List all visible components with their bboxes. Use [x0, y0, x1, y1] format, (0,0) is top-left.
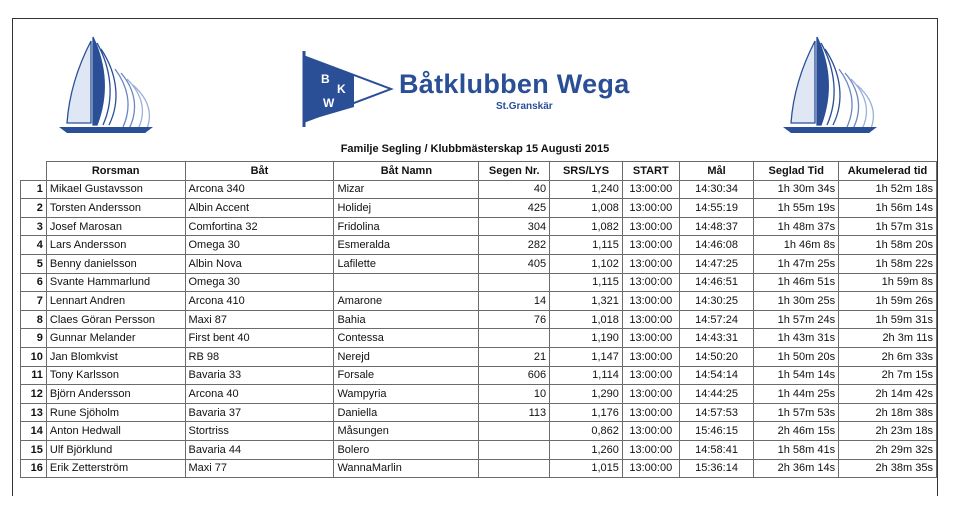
srs-lys-cell: 1,114: [550, 366, 623, 385]
bat-namn-cell: Wampyria: [334, 385, 479, 404]
segel-nr-cell: 425: [479, 199, 550, 218]
results-body: [21, 180, 937, 478]
bat-cell: Bavaria 37: [185, 403, 334, 422]
mal-cell: 14:50:20: [679, 347, 754, 366]
srs-lys-cell: 1,102: [550, 254, 623, 273]
start-cell: 13:00:00: [622, 199, 679, 218]
bat-namn-cell: Måsungen: [334, 422, 479, 441]
akumelerad-tid-cell: 1h 52m 18s: [839, 180, 937, 199]
rorsman-cell: Lennart Andren: [46, 292, 185, 311]
table-row: [21, 217, 937, 236]
seglad-tid-cell: 1h 30m 34s: [754, 180, 839, 199]
srs-lys-cell: 1,018: [550, 310, 623, 329]
seglad-tid-cell: 1h 57m 24s: [754, 310, 839, 329]
mal-cell: 14:30:34: [679, 180, 754, 199]
table-row: [21, 385, 937, 404]
bat-cell: Bavaria 44: [185, 440, 334, 459]
akumelerad-tid-cell: 1h 59m 26s: [839, 292, 937, 311]
rorsman-cell: Lars Andersson: [46, 236, 185, 255]
bat-cell: Bavaria 33: [185, 366, 334, 385]
srs-lys-cell: 1,008: [550, 199, 623, 218]
segel-nr-cell: 40: [479, 180, 550, 199]
mal-cell: 14:46:51: [679, 273, 754, 292]
segel-nr-cell: 14: [479, 292, 550, 311]
bat-namn-cell: Bahia: [334, 310, 479, 329]
start-cell: 13:00:00: [622, 329, 679, 348]
rorsman-cell: Claes Göran Persson: [46, 310, 185, 329]
bat-cell: Maxi 87: [185, 310, 334, 329]
col-header-start: START: [622, 162, 679, 181]
club-flag-logo: [299, 49, 394, 129]
table-row: [21, 329, 937, 348]
akumelerad-tid-cell: 2h 23m 18s: [839, 422, 937, 441]
rorsman-cell: Ulf Björklund: [46, 440, 185, 459]
start-cell: 13:00:00: [622, 347, 679, 366]
table-row: [21, 254, 937, 273]
bat-namn-cell: [334, 273, 479, 292]
table-row: [21, 422, 937, 441]
rorsman-cell: Gunnar Melander: [46, 329, 185, 348]
rank-cell: 16: [21, 459, 47, 478]
bat-namn-cell: Amarone: [334, 292, 479, 311]
mal-cell: 14:58:41: [679, 440, 754, 459]
mal-cell: 15:36:14: [679, 459, 754, 478]
bat-namn-cell: Bolero: [334, 440, 479, 459]
segel-nr-cell: 405: [479, 254, 550, 273]
bat-cell: Arcona 410: [185, 292, 334, 311]
bat-cell: Omega 30: [185, 236, 334, 255]
akumelerad-tid-cell: 2h 7m 15s: [839, 366, 937, 385]
bat-cell: Omega 30: [185, 273, 334, 292]
table-row: [21, 347, 937, 366]
rank-cell: 8: [21, 310, 47, 329]
rank-cell: 12: [21, 385, 47, 404]
col-header-rorsman: Rorsman: [46, 162, 185, 181]
srs-lys-cell: 1,115: [550, 273, 623, 292]
rank-cell: 11: [21, 366, 47, 385]
bat-namn-cell: Nerejd: [334, 347, 479, 366]
seglad-tid-cell: 2h 46m 15s: [754, 422, 839, 441]
segel-nr-cell: [479, 422, 550, 441]
bat-cell: RB 98: [185, 347, 334, 366]
srs-lys-cell: 1,015: [550, 459, 623, 478]
mal-cell: 14:54:14: [679, 366, 754, 385]
seglad-tid-cell: 1h 44m 25s: [754, 385, 839, 404]
start-cell: 13:00:00: [622, 385, 679, 404]
seglad-tid-cell: 1h 47m 25s: [754, 254, 839, 273]
rank-cell: 1: [21, 180, 47, 199]
akumelerad-tid-cell: 1h 59m 8s: [839, 273, 937, 292]
rorsman-cell: Tony Karlsson: [46, 366, 185, 385]
segel-nr-cell: [479, 440, 550, 459]
seglad-tid-cell: 1h 55m 19s: [754, 199, 839, 218]
rorsman-cell: Björn Andersson: [46, 385, 185, 404]
table-header-row: [21, 162, 937, 181]
table-row: [21, 403, 937, 422]
start-cell: 13:00:00: [622, 440, 679, 459]
col-header-bat: Båt: [185, 162, 334, 181]
table-row: [21, 292, 937, 311]
header: [13, 19, 937, 141]
rorsman-cell: Rune Sjöholm: [46, 403, 185, 422]
bat-cell: Arcona 40: [185, 385, 334, 404]
rorsman-cell: Mikael Gustavsson: [46, 180, 185, 199]
seglad-tid-cell: 1h 48m 37s: [754, 217, 839, 236]
mal-cell: 14:55:19: [679, 199, 754, 218]
akumelerad-tid-cell: 1h 57m 31s: [839, 217, 937, 236]
srs-lys-cell: 1,190: [550, 329, 623, 348]
segel-nr-cell: [479, 329, 550, 348]
rank-cell: 14: [21, 422, 47, 441]
flag-letter-k: K: [337, 82, 346, 96]
sailboat-logo-left: [53, 33, 173, 138]
akumelerad-tid-cell: 2h 3m 11s: [839, 329, 937, 348]
bat-namn-cell: Holidej: [334, 199, 479, 218]
seglad-tid-cell: 2h 36m 14s: [754, 459, 839, 478]
akumelerad-tid-cell: 2h 29m 32s: [839, 440, 937, 459]
srs-lys-cell: 1,147: [550, 347, 623, 366]
results-sheet: [12, 18, 938, 496]
rank-cell: 2: [21, 199, 47, 218]
akumelerad-tid-cell: 2h 38m 35s: [839, 459, 937, 478]
segel-nr-cell: [479, 459, 550, 478]
start-cell: 13:00:00: [622, 366, 679, 385]
mal-cell: 14:44:25: [679, 385, 754, 404]
mal-cell: 14:30:25: [679, 292, 754, 311]
club-location: St.Granskär: [496, 101, 553, 112]
rorsman-cell: Torsten Andersson: [46, 199, 185, 218]
segel-nr-cell: [479, 273, 550, 292]
srs-lys-cell: 1,321: [550, 292, 623, 311]
start-cell: 13:00:00: [622, 217, 679, 236]
bat-namn-cell: Daniella: [334, 403, 479, 422]
segel-nr-cell: 606: [479, 366, 550, 385]
segel-nr-cell: 10: [479, 385, 550, 404]
rorsman-cell: Anton Hedwall: [46, 422, 185, 441]
sailboat-logo-right: [777, 33, 897, 138]
bat-namn-cell: Esmeralda: [334, 236, 479, 255]
segel-nr-cell: 113: [479, 403, 550, 422]
mal-cell: 14:57:53: [679, 403, 754, 422]
results-table: [20, 161, 937, 478]
segel-nr-cell: 304: [479, 217, 550, 236]
seglad-tid-cell: 1h 46m 8s: [754, 236, 839, 255]
bat-cell: Stortriss: [185, 422, 334, 441]
mal-cell: 14:46:08: [679, 236, 754, 255]
seglad-tid-cell: 1h 57m 53s: [754, 403, 839, 422]
seglad-tid-cell: 1h 43m 31s: [754, 329, 839, 348]
mal-cell: 14:43:31: [679, 329, 754, 348]
seglad-tid-cell: 1h 46m 51s: [754, 273, 839, 292]
bat-namn-cell: Lafilette: [334, 254, 479, 273]
start-cell: 13:00:00: [622, 273, 679, 292]
start-cell: 13:00:00: [622, 422, 679, 441]
srs-lys-cell: 1,290: [550, 385, 623, 404]
akumelerad-tid-cell: 1h 56m 14s: [839, 199, 937, 218]
segel-nr-cell: 282: [479, 236, 550, 255]
seglad-tid-cell: 1h 30m 25s: [754, 292, 839, 311]
bat-namn-cell: Forsale: [334, 366, 479, 385]
col-header-seglad-tid: Seglad Tid: [754, 162, 839, 181]
rorsman-cell: Svante Hammarlund: [46, 273, 185, 292]
event-title: Familje Segling / Klubbmästerskap 15 Augusti 2015: [340, 143, 610, 155]
col-header-srs-lys: SRS/LYS: [550, 162, 623, 181]
flag-letter-w: W: [323, 96, 335, 110]
akumelerad-tid-cell: 1h 58m 22s: [839, 254, 937, 273]
srs-lys-cell: 0,862: [550, 422, 623, 441]
rank-cell: 7: [21, 292, 47, 311]
akumelerad-tid-cell: 1h 59m 31s: [839, 310, 937, 329]
col-header-segel-nr: Segen Nr.: [479, 162, 550, 181]
bat-cell: Arcona 340: [185, 180, 334, 199]
start-cell: 13:00:00: [622, 254, 679, 273]
table-row: [21, 366, 937, 385]
akumelerad-tid-cell: 2h 18m 38s: [839, 403, 937, 422]
start-cell: 13:00:00: [622, 236, 679, 255]
rank-cell: 5: [21, 254, 47, 273]
rank-cell: 10: [21, 347, 47, 366]
rorsman-cell: Erik Zetterström: [46, 459, 185, 478]
rank-cell: 15: [21, 440, 47, 459]
start-cell: 13:00:00: [622, 403, 679, 422]
col-header-mal: Mål: [679, 162, 754, 181]
mal-cell: 14:47:25: [679, 254, 754, 273]
col-header-akumelerad-tid: Akumelerad tid: [839, 162, 937, 181]
table-row: [21, 236, 937, 255]
start-cell: 13:00:00: [622, 292, 679, 311]
start-cell: 13:00:00: [622, 180, 679, 199]
bat-namn-cell: WannaMarlin: [334, 459, 479, 478]
bat-cell: Comfortina 32: [185, 217, 334, 236]
rorsman-cell: Benny danielsson: [46, 254, 185, 273]
bat-namn-cell: Fridolina: [334, 217, 479, 236]
table-row: [21, 273, 937, 292]
table-row: [21, 459, 937, 478]
rank-cell: 3: [21, 217, 47, 236]
bat-cell: Maxi 77: [185, 459, 334, 478]
table-row: [21, 440, 937, 459]
akumelerad-tid-cell: 2h 14m 42s: [839, 385, 937, 404]
akumelerad-tid-cell: 2h 6m 33s: [839, 347, 937, 366]
bat-namn-cell: Contessa: [334, 329, 479, 348]
srs-lys-cell: 1,082: [550, 217, 623, 236]
akumelerad-tid-cell: 1h 58m 20s: [839, 236, 937, 255]
srs-lys-cell: 1,176: [550, 403, 623, 422]
rank-cell: 9: [21, 329, 47, 348]
seglad-tid-cell: 1h 54m 14s: [754, 366, 839, 385]
segel-nr-cell: 21: [479, 347, 550, 366]
table-row: [21, 310, 937, 329]
srs-lys-cell: 1,260: [550, 440, 623, 459]
seglad-tid-cell: 1h 50m 20s: [754, 347, 839, 366]
bat-namn-cell: Mizar: [334, 180, 479, 199]
rank-cell: 4: [21, 236, 47, 255]
rorsman-cell: Josef Marosan: [46, 217, 185, 236]
srs-lys-cell: 1,240: [550, 180, 623, 199]
mal-cell: 14:57:24: [679, 310, 754, 329]
rank-cell: 6: [21, 273, 47, 292]
flag-letter-b: B: [321, 72, 330, 86]
bat-cell: Albin Nova: [185, 254, 334, 273]
segel-nr-cell: 76: [479, 310, 550, 329]
rank-cell: 13: [21, 403, 47, 422]
mal-cell: 15:46:15: [679, 422, 754, 441]
bat-cell: Albin Accent: [185, 199, 334, 218]
srs-lys-cell: 1,115: [550, 236, 623, 255]
rorsman-cell: Jan Blomkvist: [46, 347, 185, 366]
start-cell: 13:00:00: [622, 310, 679, 329]
seglad-tid-cell: 1h 58m 41s: [754, 440, 839, 459]
table-row: [21, 180, 937, 199]
start-cell: 13:00:00: [622, 459, 679, 478]
col-header-bat-namn: Båt Namn: [334, 162, 479, 181]
club-name: Båtklubben Wega: [399, 69, 630, 99]
bat-cell: First bent 40: [185, 329, 334, 348]
mal-cell: 14:48:37: [679, 217, 754, 236]
col-header-rank: [21, 162, 47, 181]
table-row: [21, 199, 937, 218]
